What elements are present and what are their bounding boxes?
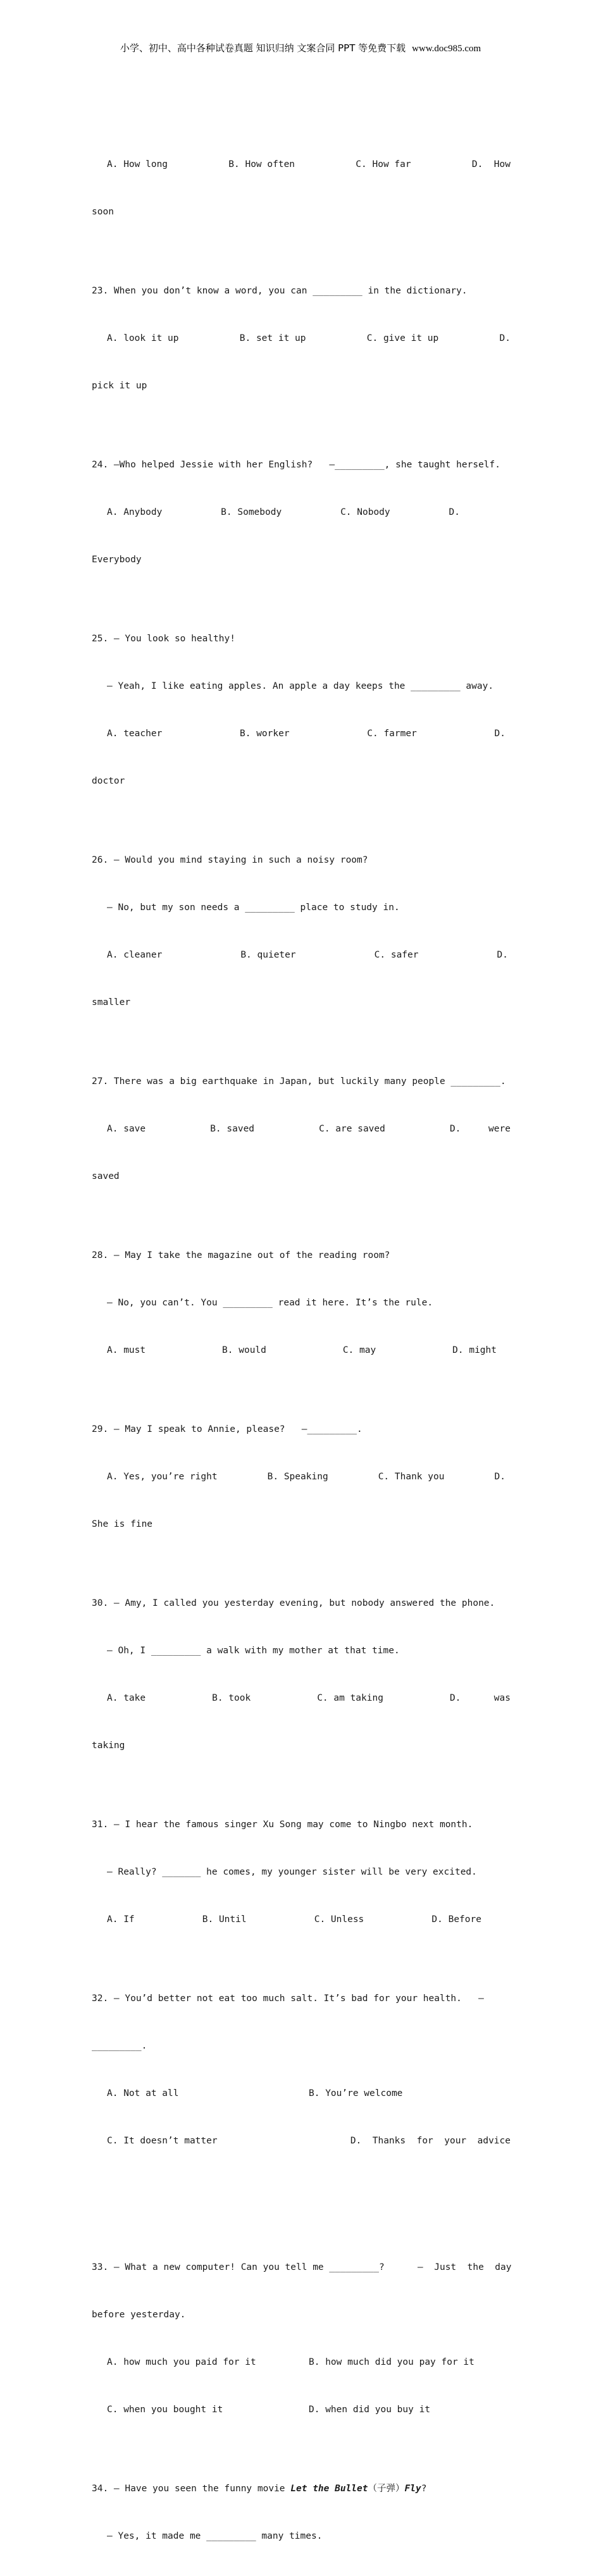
q29-option-a: A. Yes, you’re right bbox=[107, 1472, 218, 1482]
q30-options bbox=[92, 1691, 511, 1706]
q31-option-c: C. Unless bbox=[314, 1914, 364, 1925]
q31-option-d: D. Before bbox=[431, 1914, 481, 1925]
q34-movie-title-2: Fly bbox=[404, 2484, 421, 2494]
q25-option-d-cont: doctor bbox=[92, 776, 125, 786]
q29-stem: 29. — May I speak to Annie, please? —_________. bbox=[92, 1424, 362, 1434]
q28-option-c: C. may bbox=[342, 1345, 376, 1355]
q24-options bbox=[92, 505, 511, 521]
page-header bbox=[0, 41, 601, 54]
q26-option-d-cont: smaller bbox=[92, 997, 131, 1008]
q25-line2: — Yeah, I like eating apples. An apple a day keeps the _________ away. bbox=[107, 681, 494, 691]
q32-option-d: D. Thanks for your advice bbox=[350, 2136, 511, 2146]
q31-option-a: A. If bbox=[107, 1914, 135, 1925]
q27-stem: 27. There was a big earthquake in Japan, but luckily many people _________. bbox=[92, 1076, 506, 1087]
q26-option-a: A. cleaner bbox=[107, 950, 163, 960]
q31-option-b: B. Until bbox=[202, 1914, 247, 1925]
q27-option-d-cont: saved bbox=[92, 1171, 120, 1181]
q22-option-d-cont: soon bbox=[92, 207, 114, 217]
q23-stem: 23. When you don’t know a word, you can _________ in the dictionary. bbox=[92, 286, 468, 296]
q32-option-a: A. Not at all bbox=[107, 2088, 179, 2098]
q22-options bbox=[92, 157, 511, 173]
header-site: www.doc985.com bbox=[412, 44, 481, 54]
q29-option-d: D. bbox=[494, 1472, 505, 1482]
q32-options-row2 bbox=[92, 2133, 511, 2149]
q33-option-b: B. how much did you pay for it bbox=[309, 2357, 474, 2367]
q33-option-c: C. when you bought it bbox=[107, 2405, 223, 2415]
q34-stem-post: ? bbox=[421, 2484, 427, 2494]
q24-stem: 24. —Who helped Jessie with her English? —_________, she taught herself. bbox=[92, 460, 501, 470]
q27-option-d: D. were bbox=[449, 1124, 511, 1134]
q25-option-a: A. teacher bbox=[107, 729, 163, 739]
q28-option-b: B. would bbox=[222, 1345, 266, 1355]
q31-options bbox=[92, 1912, 511, 1928]
q24-option-c: C. Nobody bbox=[340, 507, 390, 517]
q22-option-a: A. How long bbox=[107, 159, 168, 169]
q30-stem: 30. — Amy, I called you yesterday evening, but nobody answered the phone. bbox=[92, 1598, 495, 1608]
q22-option-d: D. How bbox=[471, 159, 511, 169]
q24-option-d: D. bbox=[449, 507, 460, 517]
q30-option-b: B. took bbox=[212, 1693, 251, 1703]
q33-option-a: A. how much you paid for it bbox=[107, 2357, 256, 2367]
q23-option-d-cont: pick it up bbox=[92, 381, 147, 391]
q23-options bbox=[92, 331, 511, 347]
q33-stem-cont: before yesterday. bbox=[92, 2310, 186, 2320]
q29-option-c: C. Thank you bbox=[378, 1472, 445, 1482]
q30-option-d-cont: taking bbox=[92, 1741, 125, 1751]
q32-option-b: B. You’re welcome bbox=[309, 2088, 403, 2098]
q34-stem bbox=[92, 2481, 511, 2497]
q25-option-d: D. bbox=[494, 729, 505, 739]
q26-option-c: C. safer bbox=[374, 950, 419, 960]
q28-line2: — No, you can’t. You _________ read it here. It’s the rule. bbox=[107, 1298, 433, 1308]
q28-option-a: A. must bbox=[107, 1345, 146, 1355]
q23-option-b: B. set it up bbox=[239, 333, 306, 343]
q31-line2: — Really? _______ he comes, my younger sister will be very excited. bbox=[107, 1867, 477, 1877]
q26-option-d: D. bbox=[497, 950, 508, 960]
q28-stem: 28. — May I take the magazine out of the reading room? bbox=[92, 1250, 390, 1260]
q25-options bbox=[92, 726, 511, 742]
q33-options-row1 bbox=[92, 2355, 511, 2370]
spacer bbox=[92, 2181, 511, 2197]
q23-option-a: A. look it up bbox=[107, 333, 179, 343]
q29-option-d-cont: She is fine bbox=[92, 1519, 153, 1529]
q23-option-d: D. bbox=[499, 333, 511, 343]
q32-stem: 32. — You’d better not eat too much salt. It’s bad for your health. — bbox=[92, 1994, 484, 2004]
q27-options bbox=[92, 1121, 511, 1137]
q30-option-c: C. am taking bbox=[317, 1693, 383, 1703]
q33-stem: 33. — What a new computer! Can you tell me _________? — Just the day bbox=[92, 2262, 512, 2272]
header-text: 小学、初中、高中各种试卷真题 知识归纳 文案合同 PPT 等免费下载 bbox=[120, 42, 406, 54]
q31-stem: 31. — I hear the famous singer Xu Song may come to Ningbo next month. bbox=[92, 1820, 473, 1830]
q25-stem: 25. — You look so healthy! bbox=[92, 634, 235, 644]
q26-options bbox=[92, 947, 511, 963]
q28-options bbox=[92, 1343, 511, 1359]
q30-option-d: D. was bbox=[449, 1693, 511, 1703]
question-list bbox=[92, 94, 511, 2576]
q28-option-d: D. might bbox=[452, 1345, 497, 1355]
q26-line2: — No, but my son needs a _________ place to study in. bbox=[107, 903, 400, 913]
q32-stem-cont: _________. bbox=[92, 2041, 147, 2051]
q34-movie-title-1: Let the Bullet bbox=[290, 2484, 368, 2494]
q30-line2: — Oh, I _________ a walk with my mother at that time. bbox=[107, 1646, 400, 1656]
q25-option-c: C. farmer bbox=[367, 729, 417, 739]
q32-option-c: C. It doesn’t matter bbox=[107, 2136, 218, 2146]
q26-option-b: B. quieter bbox=[240, 950, 296, 960]
q24-option-d-cont: Everybody bbox=[92, 555, 142, 565]
q34-stem-pre: 34. — Have you seen the funny movie bbox=[92, 2484, 291, 2494]
q33-option-d: D. when did you buy it bbox=[309, 2405, 431, 2415]
q27-option-c: C. are saved bbox=[319, 1124, 385, 1134]
q34-line2: — Yes, it made me _________ many times. bbox=[107, 2531, 323, 2541]
q33-options-row2 bbox=[92, 2402, 511, 2418]
q27-option-b: B. saved bbox=[210, 1124, 255, 1134]
q22-option-b: B. How often bbox=[228, 159, 295, 169]
q24-option-a: A. Anybody bbox=[107, 507, 163, 517]
q30-option-a: A. take bbox=[107, 1693, 146, 1703]
q29-options bbox=[92, 1469, 511, 1485]
q26-stem: 26. — Would you mind staying in such a noisy room? bbox=[92, 855, 368, 865]
q29-option-b: B. Speaking bbox=[267, 1472, 328, 1482]
q32-options-row1 bbox=[92, 2086, 511, 2102]
q25-option-b: B. worker bbox=[240, 729, 290, 739]
q24-option-b: B. Somebody bbox=[221, 507, 282, 517]
q23-option-c: C. give it up bbox=[366, 333, 439, 343]
q34-note: （子弹） bbox=[368, 2484, 405, 2494]
q22-option-c: C. How far bbox=[356, 159, 411, 169]
q27-option-a: A. save bbox=[107, 1124, 146, 1134]
